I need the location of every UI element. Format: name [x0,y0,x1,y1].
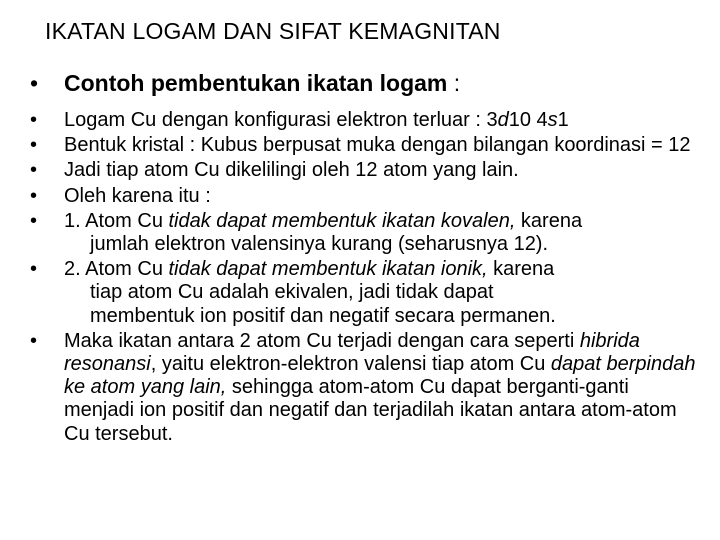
list-item [30,185,700,208]
bullet-marker: • [30,134,38,157]
item-text: Oleh karena itu : [64,184,211,207]
item-text: sehingga atom-atom Cu dapat berganti-ganti menjadi ion positif dan negatif dan terjadilah ikatan antara atom-atom Cu tersebut. [64,376,677,445]
item-text: karena [487,258,555,281]
item-text: Logam Cu dengan konfigurasi elektron terluar : 3 [64,109,498,131]
item-italic-text: tidak dapat membentuk ikatan kovalen, [168,209,516,232]
page-title: IKATAN LOGAM DAN SIFAT KEMAGNITAN [45,18,501,44]
item-text: 1. Atom Cu [64,209,169,232]
bullet-marker: • [30,258,38,281]
bullet-list [30,109,700,448]
bullet-marker: • [30,209,38,232]
item-text: , yaitu elektron-elektron valensi tiap atom Cu [150,353,551,376]
item-text: 10 4 [508,109,548,131]
list-item [30,159,700,182]
section-subheading [30,70,460,97]
item-italic-text: d [497,109,509,131]
item-text: Jadi tiap atom Cu dikelilingi oleh 12 atom yang lain. [64,159,519,182]
item-text: Bentuk kristal : Kubus berpusat muka dengan bilangan koordinasi = 12 [64,134,691,157]
item-italic-text: hibrida resonansi [64,329,640,376]
list-item [30,330,700,446]
bullet-marker: • [30,184,38,207]
item-text: 2. Atom Cu [64,258,169,281]
bullet-marker: • [30,159,38,182]
bullet-marker: • [30,70,39,96]
item-text: 1 [557,109,569,131]
item-continuation: tiap atom Cu adalah ekivalen, jadi tidak dapat [90,281,494,304]
item-continuation: jumlah elektron valensinya kurang (seharusnya 12). [90,233,549,256]
bullet-marker: • [30,109,38,131]
item-italic-text: s [547,109,558,131]
item-text: karena [515,209,583,232]
bullet-marker: • [30,329,38,352]
item-text: Maka ikatan antara 2 atom Cu terjadi dengan cara seperti [64,329,580,352]
subheading-colon: : [447,70,461,96]
item-italic-text: dapat berpindah ke atom yang lain, [64,353,696,399]
list-item [30,109,700,132]
item-italic-text: tidak dapat membentuk ikatan ionik, [168,258,488,281]
list-item [30,258,700,328]
list-item [30,134,700,157]
item-continuation: membentuk ion positif dan negatif secara permanen. [90,304,556,327]
list-item [30,210,700,256]
subheading-bold-text: Contoh pembentukan ikatan logam [64,70,448,96]
